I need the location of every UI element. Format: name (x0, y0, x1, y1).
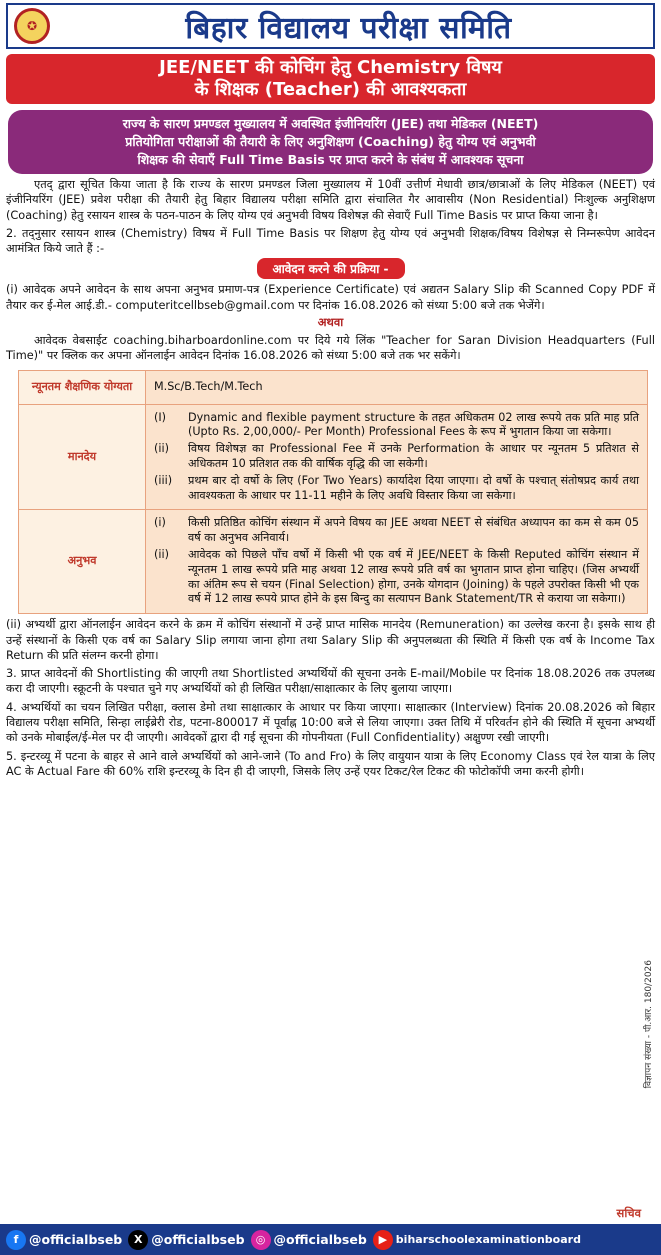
advertisement-ref: विज्ञापन संख्या - पी.आर. 180/2026 (644, 960, 654, 1089)
table-row (19, 404, 648, 510)
title-line-1: JEE/NEET की कोचिंग हेतु Chemistry विषय (159, 57, 502, 78)
youtube-link[interactable] (373, 1230, 581, 1250)
or-label: अथवा (317, 315, 344, 330)
process-heading: आवेदन करने की प्रक्रिया - (257, 258, 405, 279)
table-row (19, 510, 648, 614)
instagram-handle: @officialbseb (273, 1232, 367, 1247)
eligibility-table (18, 370, 648, 615)
list-item (154, 442, 639, 472)
paragraph-3: 3. प्राप्त आवेदनों की Shortlisting की जाएगी तथा Shortlisted अभ्यर्थियों की सूचना उनके E-mail/Mobile पर दिनांक 18.08.2026 तक उपलब्ध करा दी जाएगी। स्क्रूटनी के पश्चात चुने गए अभ्यर्थियों को ही लिखित परीक्षा/साक्षात्कार के लिए बुलाया जाएगा। (6, 667, 655, 696)
experience-value (146, 510, 648, 614)
process-email: (i) आवेदक अपने आवेदन के साथ अपना अनुभव प्रमाण-पत्र (Experience Certificate) एवं अद्यतन Salary Slip की Scanned Copy PDF में तैयार कर ई-मेल आई.डी.- computeritcellbseb@gmail.com पर दिनांक 16.08.2026 को संध्या 5:00 बजे तक भेजेंगे। (6, 283, 655, 312)
org-title: बिहार विद्यालय परीक्षा समिति (185, 10, 512, 46)
item-number: (iii) (154, 473, 173, 487)
item-text: विषय विशेषज्ञ का Professional Fee में उनके Performation के आधार पर न्यूनतम 5 प्रतिशत से अधिकतम 10 प्रतिशत तक की वार्षिक वृद्धि की जा सकेगी। (188, 442, 639, 471)
paragraph-4: 4. अभ्यर्थियों का चयन लिखित परीक्षा, क्लास डेमो तथा साक्षात्कार के आधार पर किया जाएगा। साक्षात्कार (Interview) दिनांक 20.08.2026 को बिहार विद्यालय परीक्षा समिति, सिन्हा लाईब्रेरी रोड, पटना-800017 में पूर्वाह्न 10:00 बजे से लिया जाएगा। उक्त तिथि में परिवर्तन होने की स्थिति में सूचना अभ्यर्थी को उनके मोबाईल/ई-मेल पर दी जाएगी। आवेदकों द्वारा दी गई सूचना की गोपनीयता (Full Confidentiality) अक्षुण्ण रखी जाएगी। (6, 700, 655, 745)
bseb-seal-icon: ✪ (14, 8, 50, 44)
subtitle-line-1: राज्य के सारण प्रमण्डल मुख्यालय में अवस्थित इंजीनियरिंग (JEE) तथा मेडिकल (NEET) (122, 116, 539, 131)
x-handle: @officialbseb (151, 1232, 245, 1247)
subtitle-line-3: शिक्षक की सेवाएँ Full Time Basis पर प्राप्त करने के संबंध में आवश्यक सूचना (137, 152, 524, 167)
process-online: आवेदक वेबसाईट coaching.biharboardonline.com पर दिये गये लिंक "Teacher for Saran Division Headquarters (Full Time)" पर क्लिक कर अपना ऑनलाईन आवेदन दिनांक 16.08.2026 को संध्या 5:00 बजे तक भर सकेंगे। (6, 334, 655, 363)
youtube-handle: biharschoolexaminationboard (395, 1233, 581, 1246)
facebook-icon: f (6, 1230, 26, 1250)
paragraph-2: 2. तद्नुसार रसायन शास्त्र (Chemistry) विषय में Full Time Basis पर शिक्षण हेतु योग्य एवं अनुभवी शिक्षक/विषय विशेषज्ञ से निम्नरूपेण आवेदन आमंत्रित किये जाते हैं :- (6, 226, 655, 256)
list-item (154, 474, 639, 504)
process-heading-wrap (6, 258, 655, 279)
instagram-link[interactable] (251, 1230, 367, 1250)
item-number: (ii) (154, 442, 169, 456)
item-text: किसी प्रतिष्ठित कोचिंग संस्थान में अपने विषय का JEE अथवा NEET से संबंधित अध्यापन का कम से कम 05 वर्ष का अनुभव अनिवार्य। (188, 516, 639, 545)
item-text: आवेदक को पिछले पाँच वर्षो में किसी भी एक वर्ष में JEE/NEET के किसी Reputed कोचिंग संस्थान में न्यूनतम 1 लाख रूपये प्रति माह अथवा 12 लाख रूपये प्रति वर्ष का भुगतान प्राप्त होना चाहिए। (जिस अभ्यर्थी का अंतिम रूप से चयन (Final Selection) होगा, उनके योगदान (Joining) के पहले उपरोक्त किसी भी एक वर्ष में 12 लाख रूपये प्राप्त होने के इस बिन्दु का सत्यापन Bank Statement/TR से कराया जा सकेगा।) (188, 548, 639, 606)
x-icon: X (128, 1230, 148, 1250)
title-banner (6, 54, 655, 104)
honorarium-label: मानदेय (19, 404, 146, 510)
title-line-2: के शिक्षक (Teacher) की आवश्यकता (194, 79, 467, 100)
item-number: (ii) (154, 548, 169, 562)
paragraph-1: एतद् द्वारा सूचित किया जाता है कि राज्य के सारण प्रमण्डल जिला मुख्यालय में 10वीं उत्तीर्ण मेधावी छात्र/छात्राओं के लिए मेडिकल (NEET) एवं इंजीनियरिंग (JEE) प्रवेश परीक्षा की तैयारी हेतु बिहार विद्यालय परीक्षा समिति द्वारा संचालित गैर आवासीय (Non Residential) निःशुल्क अनुशिक्षण (Coaching) हेतु रसायन शास्त्र के पठन-पाठन के लिए योग्य एवं अनुभवी विषय विशेषज्ञ की सेवाएँ Full Time Basis पर प्राप्त किया जाना है। (6, 178, 655, 222)
item-number: (I) (154, 410, 167, 424)
item-number: (i) (154, 516, 166, 530)
youtube-icon: ▶ (373, 1230, 393, 1250)
facebook-handle: @officialbseb (29, 1232, 123, 1247)
header-bar (6, 3, 655, 49)
item-text: प्रथम बार दो वर्षो के लिए (For Two Years) कार्यादेश दिया जाएगा। दो वर्षो के पश्चात् संतोषप्रद कार्य तथा आवश्यकता के आधार पर 11-11 महीने के लिए अवधि विस्तार किया जा सकेगा। (188, 473, 639, 502)
social-footer (0, 1224, 661, 1255)
honorarium-value (146, 404, 648, 510)
x-link[interactable] (128, 1230, 244, 1250)
table-row (19, 370, 648, 404)
paragraph-ii: (ii) अभ्यर्थी द्वारा ऑनलाईन आवेदन करने के क्रम में कोचिंग संस्थानों में उन्हें प्राप्त मासिक मानदेय (Remuneration) का उल्लेख करना है। इसके साथ ही उन्हें संस्थानों के किसी एक वर्ष का Salary Slip लगाया जाना होगा तथा Salary Slip की अनुपलब्धता की स्थिति में किसी एक वर्ष के Income Tax Return की प्रति संलग्न करनी होगा। (6, 618, 655, 662)
paragraph-5: 5. इन्टरव्यू में पटना के बाहर से आने वाले अभ्यर्थियों को आने-जाने (To and Fro) के लिए वायुयान यात्रा के लिए Economy Class एवं रेल यात्रा के लिए AC के Actual Fare की 60% राशि इन्टरव्यू के दिन ही दी जाएगी, जिसके लिए उन्हें एयर टिकट/रेल टिकट की फोटोकॉपी जमा करनी होगी। (6, 749, 655, 778)
list-item (154, 516, 639, 546)
experience-label: अनुभव (19, 510, 146, 614)
subtitle-banner (8, 110, 653, 174)
list-item (154, 411, 639, 441)
qualification-label: न्यूनतम शैक्षणिक योग्यता (19, 370, 146, 404)
list-item (154, 548, 639, 607)
qualification-value: M.Sc/B.Tech/M.Tech (146, 370, 648, 404)
item-text: Dynamic and flexible payment structure के तहत अधिकतम 02 लाख रूपये तक प्रति माह प्रति (Upto Rs. 2,00,000/- Per Month) Professional Fees के रूप में भुगतान किया जा सकेगा। (188, 410, 639, 439)
instagram-icon: ◎ (251, 1230, 271, 1250)
signature-title: सचिव (616, 1206, 641, 1220)
subtitle-line-2: प्रतियोगिता परीक्षाओं की तैयारी के लिए अनुशिक्षण (Coaching) हेतु योग्य एवं अनुभवी (125, 134, 536, 149)
facebook-link[interactable] (6, 1230, 122, 1250)
